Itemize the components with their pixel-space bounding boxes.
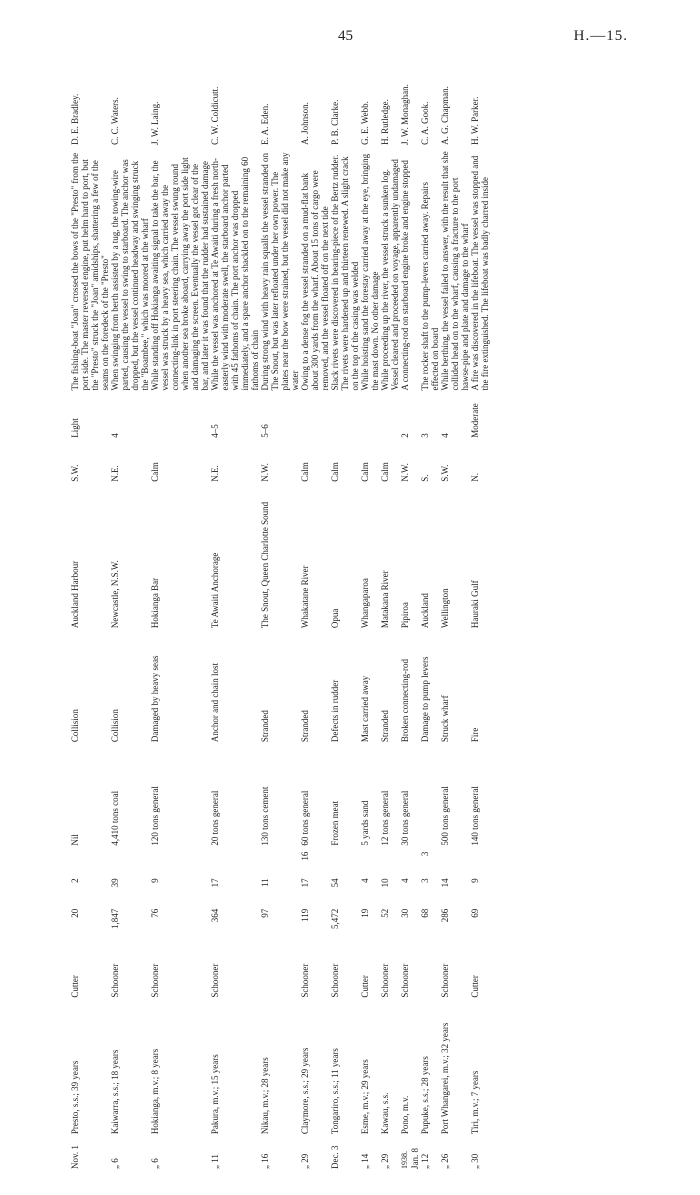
passenger-count <box>440 849 470 876</box>
vessel-name: Pupuke, s.s.; 28 years <box>420 1056 430 1135</box>
wind-force: 5–6 <box>260 424 270 438</box>
vessel-name: Tiri, m.v.; 7 years <box>470 1070 480 1135</box>
rig: Schooner <box>300 963 310 998</box>
wind-direction: Calm <box>380 462 390 482</box>
month: „ <box>150 1165 160 1169</box>
tonnage: 19 <box>360 908 370 918</box>
vessel-name: Kawau, s.s. <box>380 1092 390 1135</box>
casualty-date <box>330 1137 360 1172</box>
passenger-count <box>70 849 110 876</box>
crew-count: 4 <box>360 878 370 883</box>
cargo: 120 tons general <box>150 786 160 846</box>
master-name: D. E. Bradley. <box>70 93 80 145</box>
wind-direction: S.W. <box>440 464 450 482</box>
month: „ <box>440 1165 450 1169</box>
casualty-nature: Struck wharf <box>440 695 450 743</box>
wind-direction: Calm <box>300 462 310 482</box>
rig: Schooner <box>110 963 120 998</box>
cargo: 130 tons cement <box>260 786 270 846</box>
casualty-description: Slack rivets were discovered in bearing-piece of the Bertz rudder. The rivets were hardened up and thirteen renewed. A slight crack on the top of the casing was welded <box>330 154 360 391</box>
passenger-count <box>360 849 380 876</box>
master-name: C. C. Waters. <box>110 97 120 145</box>
rig: Schooner <box>330 963 340 998</box>
tonnage: 68 <box>420 908 430 918</box>
cargo <box>420 745 440 848</box>
casualty-place: Opua <box>330 608 340 629</box>
casualty-place: Whangaparoa <box>360 578 370 629</box>
casualty-place: Hauraki Gulf <box>470 580 480 629</box>
casualty-nature: Stranded <box>300 710 310 743</box>
crew-count: 10 <box>380 878 390 888</box>
wind-direction: Calm <box>150 462 160 482</box>
casualty-date <box>420 1137 440 1172</box>
day: 14 <box>360 1153 370 1163</box>
day: 26 <box>440 1153 450 1163</box>
wind-force: 2 <box>400 433 410 438</box>
passenger-count <box>330 849 360 876</box>
rig: Cutter <box>360 975 370 998</box>
table-row <box>330 62 360 1172</box>
rig: Schooner <box>380 963 390 998</box>
month: „ <box>420 1165 430 1169</box>
wind-force <box>150 394 210 441</box>
rig: Cutter <box>470 975 480 998</box>
wind-force <box>360 394 380 441</box>
day: 29 <box>300 1153 310 1163</box>
casualty-place: Newcastle, N.S.W. <box>110 560 120 629</box>
wind-force: 4 <box>110 433 120 438</box>
cargo: 5 yards sand <box>360 800 370 846</box>
casualty-place: Matakana River <box>380 570 390 629</box>
casualty-nature: Stranded <box>260 710 270 743</box>
month: Nov. <box>70 1151 80 1169</box>
day: 30 <box>470 1153 480 1163</box>
tonnage: 30 <box>400 908 410 918</box>
tonnage: 5,472 <box>330 908 340 929</box>
wind-force: Moderate <box>470 403 480 438</box>
cargo: Frozen meat <box>330 800 340 846</box>
casualty-place: Whakatane River <box>300 565 310 629</box>
casualty-nature: Collision <box>110 709 120 743</box>
casualty-description: The fishing-boat "Joan" crossed the bows of the "Presto" from the port side. The master reversed engine, put helm hard to port, but the "Presto" struck the "Joan" amidships, shattering a few of the seams on the foredeck of the "Presto" <box>70 152 110 391</box>
passenger-count: 3 <box>420 851 430 857</box>
casualty-place: Te Awaiti Anchorage <box>210 552 220 629</box>
crew-count: 3 <box>420 878 430 883</box>
casualty-nature: Broken connecting-rod <box>400 658 410 743</box>
month: „ <box>110 1165 120 1169</box>
table-row <box>440 62 470 1172</box>
tonnage: 286 <box>440 908 450 923</box>
casualty-place: Hokianga Bar <box>150 577 160 629</box>
cargo: 500 tons general <box>440 786 450 846</box>
cargo: 12 tons general <box>380 790 390 846</box>
tonnage: 76 <box>150 908 160 918</box>
casualty-date <box>70 1137 110 1172</box>
casualty-date <box>400 1137 420 1172</box>
casualty-date <box>360 1137 380 1172</box>
page-number: 45 <box>338 28 353 44</box>
master-name: P. B. Clarke. <box>330 99 340 145</box>
rig: Schooner <box>440 963 450 998</box>
day: 29 <box>380 1153 390 1163</box>
master-name: G. E. Webb. <box>360 101 370 145</box>
casualty-description: A connecting-rod on starboard engine broke and engine stopped <box>400 160 410 391</box>
passenger-count <box>400 849 420 876</box>
rig <box>260 944 300 1000</box>
crew-count: 11 <box>260 878 270 887</box>
vessel-name: Pakura, m.v.; 15 years <box>210 1054 220 1135</box>
table-row <box>400 62 420 1172</box>
table-row <box>420 62 440 1172</box>
casualty-description: While hoisting sand the forestay carried away at the eye, bringing the mast down. No other damage <box>360 153 380 391</box>
crew-count: 14 <box>440 878 450 888</box>
table-row <box>300 62 330 1172</box>
wind-force <box>380 394 400 441</box>
passenger-count <box>260 849 300 876</box>
casualty-description: Owing to a dense fog the vessel stranded on a mud-flat bank about 300 yards from the wharf. About 15 tons of cargo were removed, and the vessel floated off on the next tide <box>300 170 330 391</box>
master-name: A. G. Chapman. <box>440 86 450 145</box>
month: „ <box>470 1165 480 1169</box>
day: 3 <box>330 1145 340 1150</box>
day: 11 <box>210 1154 220 1163</box>
rig: Schooner <box>150 963 160 998</box>
vessel-name: Tongariro, s.s.; 11 years <box>330 1048 340 1135</box>
vessel-name: Kaiwarra, s.s.; 18 years <box>110 1049 120 1135</box>
casualty-nature: Mast carried away <box>360 675 370 743</box>
tonnage: 364 <box>210 908 220 923</box>
day: 16 <box>260 1153 270 1163</box>
wind-direction: N.W. <box>260 463 270 482</box>
table-row <box>470 62 490 1172</box>
passenger-count <box>470 849 490 876</box>
casualty-date <box>440 1137 470 1172</box>
casualty-place: Wellington <box>440 588 450 629</box>
crew-count: 17 <box>210 878 220 888</box>
tonnage: 69 <box>470 908 480 918</box>
month: „ <box>210 1165 220 1169</box>
casualty-description: The rocker shaft to the pump-levers carried away. Repairs effected on board <box>420 181 440 391</box>
casualty-description: While berthing, the vessel failed to answer, with the result that she collided head on to the wharf, causing a fracture to the port hawse-pipe and plate and damage to the wharf <box>440 151 470 391</box>
passenger-count <box>380 849 400 876</box>
casualty-nature: Collision <box>70 709 80 743</box>
casualty-place: Auckland Harbour <box>70 560 80 629</box>
master-name: A. Johnson. <box>300 102 310 145</box>
crew-count: 17 <box>300 878 310 888</box>
rig <box>420 944 440 1000</box>
wind-force: 4 <box>440 433 450 438</box>
tonnage: 119 <box>300 908 310 922</box>
casualty-table <box>70 62 610 1172</box>
day: 6 <box>150 1158 160 1163</box>
casualty-date <box>470 1137 490 1172</box>
casualty-description: During strong wind with heavy rain squalls the vessel stranded on The Snout, but was later refloated under her own power. The plates near the bow were strained, but the vessel did not make any water <box>260 152 300 391</box>
casualty-nature: Fire <box>470 727 480 743</box>
passenger-count: 16 <box>300 851 310 861</box>
wind-direction: N. <box>470 473 480 482</box>
wind-direction: S.W. <box>70 464 80 482</box>
casualty-description: While standing off Hokianga awaiting signal to take the bar, the vessel was struck by a heavy sea, which carried away the connecting-link in port steering chain. The vessel swung round when another sea broke aboard, carrying away the port side light and damaging the screen. Eventually the vessel got clear of the bar, and later it was found that the rudder had sustained damage <box>150 157 210 391</box>
rig: Cutter <box>70 975 80 998</box>
wind-direction: Calm <box>330 462 340 482</box>
day: 6 <box>110 1158 120 1163</box>
crew-count: 9 <box>470 878 480 883</box>
master-name: E. A. Eden. <box>260 103 270 145</box>
casualty-nature: Stranded <box>380 710 390 743</box>
document-reference: H.—15. <box>573 28 628 44</box>
casualty-date <box>150 1137 210 1172</box>
day: 12 <box>420 1153 430 1163</box>
wind-force: 4–5 <box>210 424 220 438</box>
crew-count: 4 <box>400 878 410 883</box>
wind-force <box>330 394 360 441</box>
wind-force <box>300 394 330 441</box>
crew-count: 54 <box>330 878 340 888</box>
casualty-description: A fire was discovered in the lifeboat. The vessel was stopped and the fire extinguished. The lifeboat was badly charred inside <box>470 155 490 391</box>
month: „ <box>260 1165 270 1169</box>
passenger-count <box>110 849 150 876</box>
casualty-date <box>260 1137 300 1172</box>
table-row <box>150 62 210 1172</box>
crew-count: 9 <box>150 878 160 883</box>
wind-direction: N.E. <box>210 465 220 482</box>
vessel-name: Hokianga, m.v.; 8 years <box>150 1048 160 1135</box>
passenger-count <box>210 849 260 876</box>
casualty-date <box>110 1137 150 1172</box>
vessel-name: Claymore, s.s.; 29 years <box>300 1047 310 1135</box>
month: Jan. <box>410 1154 420 1169</box>
crew-count: 39 <box>110 878 120 888</box>
master-name: H. Rutledge. <box>380 99 390 145</box>
master-name: J. W. Monaghan. <box>400 84 410 145</box>
table-row <box>70 62 110 1172</box>
wind-direction: N.W. <box>400 463 410 482</box>
tonnage: 20 <box>70 908 80 918</box>
casualty-nature: Anchor and chain lost <box>210 662 220 743</box>
table-row <box>380 62 400 1172</box>
cargo: 4,410 tons coal <box>110 790 120 846</box>
rig: Schooner <box>210 963 220 998</box>
cargo: 140 tons general <box>470 786 480 846</box>
casualty-nature: Defects in rudder <box>330 679 340 743</box>
table-row <box>360 62 380 1172</box>
crew-count: 2 <box>70 878 80 883</box>
wind-force: Light <box>70 418 80 438</box>
casualty-place: The Snout, Queen Charlotte Sound <box>260 501 270 629</box>
cargo: 20 tons general <box>210 790 220 846</box>
table-row <box>210 62 260 1172</box>
wind-direction: S. <box>420 474 430 482</box>
day: 8 <box>410 1148 420 1153</box>
table-row <box>260 62 300 1172</box>
vessel-name: Esme, m.v.; 29 years <box>360 1059 370 1135</box>
tonnage: 97 <box>260 908 270 918</box>
casualty-place: Pipiroa <box>400 602 410 629</box>
cargo: Nil <box>70 834 80 846</box>
casualty-table-body <box>70 62 490 1172</box>
casualty-place: Auckland <box>420 593 430 629</box>
day: 1 <box>70 1145 80 1150</box>
casualty-date <box>210 1137 260 1172</box>
table-row <box>110 62 150 1172</box>
master-name: J. W. Laing. <box>150 101 160 145</box>
casualty-date <box>380 1137 400 1172</box>
tonnage: 1,847 <box>110 908 120 929</box>
vessel-name: Pono, m.v. <box>400 1095 410 1135</box>
passenger-count <box>150 849 210 876</box>
month: „ <box>300 1165 310 1169</box>
casualty-nature: Damaged by heavy seas <box>150 655 160 743</box>
month: Dec. <box>330 1152 340 1169</box>
vessel-name: Nikau, m.v.; 28 years <box>260 1057 270 1135</box>
master-name: C. A. Gook. <box>420 101 430 145</box>
master-name: C. W. Coldicutt. <box>210 86 220 145</box>
month: „ <box>380 1165 390 1169</box>
wind-direction: Calm <box>360 462 370 482</box>
year-label: 1938. <box>400 1151 409 1169</box>
tonnage: 52 <box>380 908 390 918</box>
month: „ <box>360 1165 370 1169</box>
wind-direction: N.E. <box>110 465 120 482</box>
casualty-description: While the vessel was anchored at Te Awaiti during a fresh north-easterly wind with moderate swell, the starboard anchor parted with 45 fathoms of chain. The port anchor was dropped immediately, and a spare anchor shackled on to the remaining 60 fathoms of chain <box>210 156 260 391</box>
master-name: H. W. Parker. <box>470 96 480 145</box>
casualty-description: While proceeding up the river, the vessel struck a sunken log. Vessel cleared and proceeded on voyage, apparently undamaged <box>380 159 400 391</box>
casualty-date <box>300 1137 330 1172</box>
cargo: 30 tons general <box>400 790 410 846</box>
casualty-description: When swinging from berth assisted by a tug, the towing-wire parted, causing the vessel to swing to starboard. The anchor was dropped, but the vessel continued headway and swinging struck the "Boambee," which was moored at the wharf <box>110 159 150 391</box>
casualty-nature: Damage to pump levers <box>420 656 430 743</box>
rig: Schooner <box>400 963 410 998</box>
vessel-name: Port Whangarei, m.v.; 32 years <box>440 1022 450 1135</box>
wind-force: 3 <box>420 433 430 438</box>
vessel-name: Presto, s.s.; 39 years <box>70 1060 80 1135</box>
cargo: 60 tons general <box>300 790 310 846</box>
